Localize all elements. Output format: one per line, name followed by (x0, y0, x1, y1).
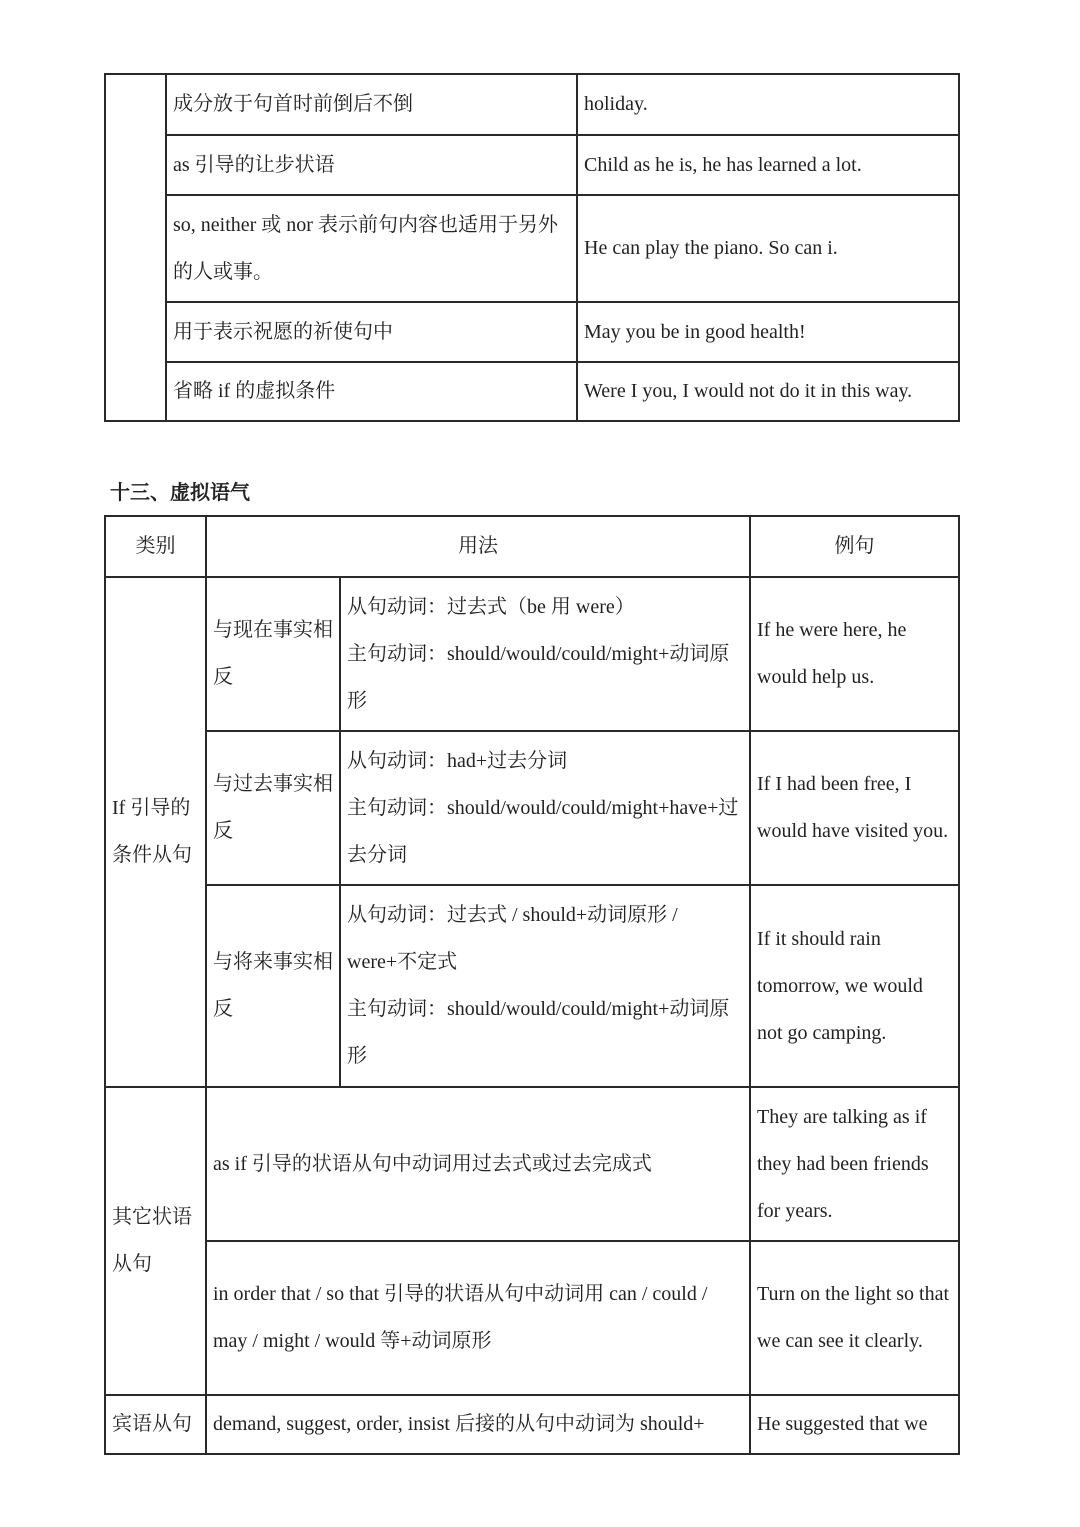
usage-cell: 用于表示祝愿的祈使句中 (166, 302, 577, 362)
clause-verb-line: 从句动词：过去式（be 用 were） (347, 595, 635, 618)
usage-cell: as if 引导的状语从句中动词用过去式或过去完成式 (206, 1087, 750, 1241)
usage-cell: 成分放于句首时前倒后不倒 (166, 74, 577, 135)
usage-cell: in order that / so that 引导的状语从句中动词用 can / could / may / might / would 等+动词原形 (206, 1241, 750, 1395)
example-cell: Child as he is, he has learned a lot. (577, 135, 959, 195)
usage-cell (340, 885, 750, 1087)
main-verb-line: 主句动词：should/would/could/might+动词原形 (347, 998, 730, 1067)
usage-cell: so, neither 或 nor 表示前句内容也适用于另外的人或事。 (166, 195, 577, 302)
header-example: 例句 (750, 516, 959, 577)
sub-category: 与过去事实相反 (206, 731, 340, 885)
example-cell: Turn on the light so that we can see it clearly. (750, 1241, 959, 1395)
example-cell: If he were here, he would help us. (750, 577, 959, 731)
example-cell: He suggested that we (750, 1395, 959, 1454)
example-cell: May you be in good health! (577, 302, 959, 362)
example-cell: Were I you, I would not do it in this way. (577, 362, 959, 421)
category-cell (105, 74, 166, 421)
if-clause-category: If 引导的条件从句 (105, 577, 206, 1087)
object-clause-category: 宾语从句 (105, 1395, 206, 1454)
clause-verb-line: 从句动词：过去式 / should+动词原形 / were+不定式 (347, 904, 678, 973)
example-cell: If it should rain tomorrow, we would not go camping. (750, 885, 959, 1087)
usage-cell: 省略 if 的虚拟条件 (166, 362, 577, 421)
header-usage: 用法 (206, 516, 750, 577)
subjunctive-table (104, 515, 960, 1455)
usage-cell: demand, suggest, order, insist 后接的从句中动词为 should+ (206, 1395, 750, 1454)
example-cell: They are talking as if they had been friends for years. (750, 1087, 959, 1241)
main-verb-line: 主句动词：should/would/could/might+动词原形 (347, 642, 730, 712)
clause-verb-line: 从句动词：had+过去分词 (347, 749, 568, 772)
sub-category: 与将来事实相反 (206, 885, 340, 1087)
example-cell: If I had been free, I would have visited you. (750, 731, 959, 885)
example-cell: He can play the piano. So can i. (577, 195, 959, 302)
section-title: 十三、虚拟语气 (110, 482, 250, 504)
sub-category: 与现在事实相反 (206, 577, 340, 731)
continued-table (104, 73, 960, 422)
usage-cell (340, 577, 750, 731)
main-verb-line: 主句动词：should/would/could/might+have+过去分词 (347, 796, 739, 866)
usage-cell: as 引导的让步状语 (166, 135, 577, 195)
usage-cell (340, 731, 750, 885)
example-cell: holiday. (577, 74, 959, 135)
header-category: 类别 (105, 516, 206, 577)
other-adverbial-category: 其它状语从句 (105, 1087, 206, 1395)
